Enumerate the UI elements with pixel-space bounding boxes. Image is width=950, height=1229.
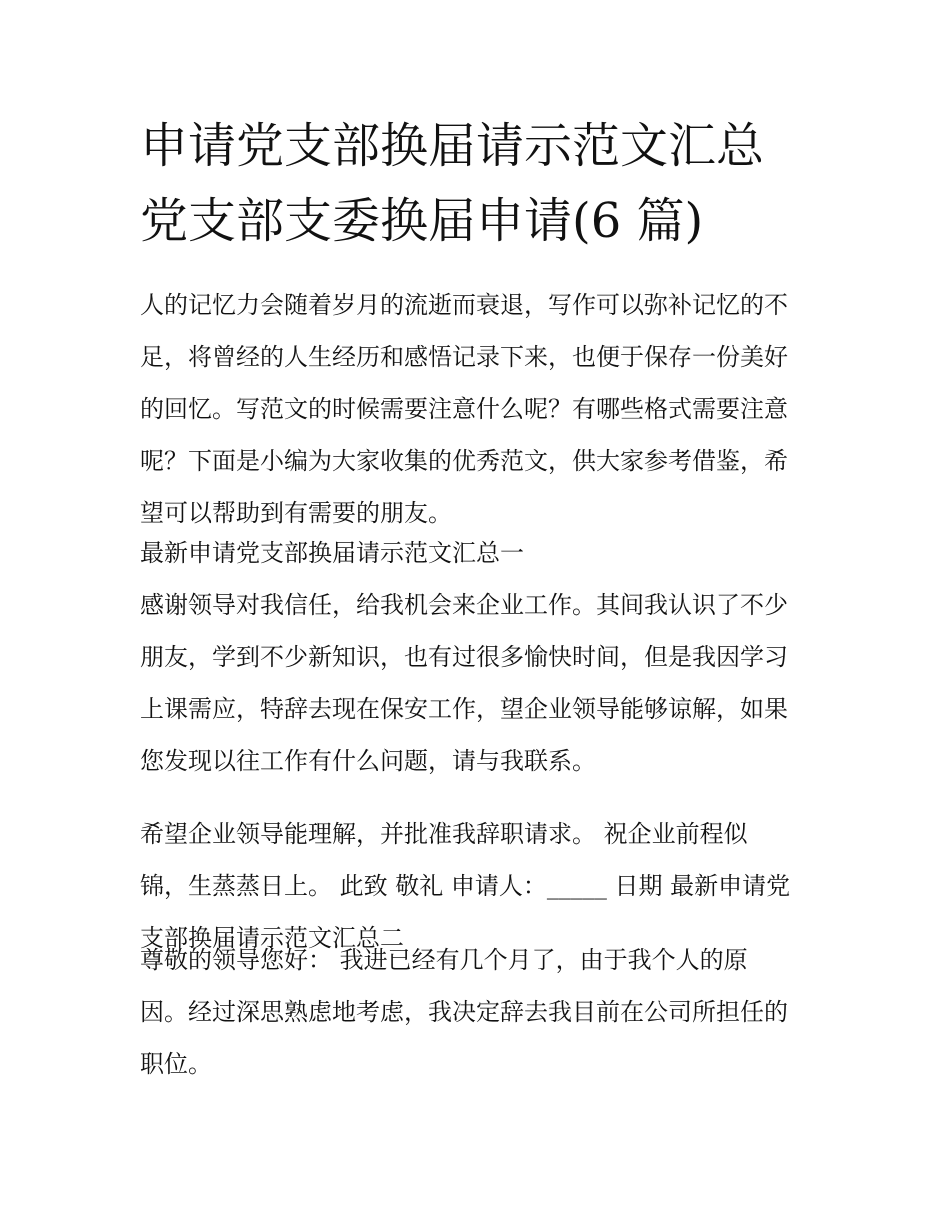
- intro-line: 的回忆。写范文的时候需要注意什么呢？有哪些格式需要注意: [140, 395, 788, 423]
- paragraph-line: 尊敬的领导您好： 我进已经有几个月了，由于我个人的原: [140, 946, 748, 974]
- paragraph-line: 因。经过深思熟虑地考虑，我决定辞去我目前在公司所担任的: [140, 998, 788, 1026]
- paragraph-line: 朋友，学到不少新知识，也有过很多愉快时间，但是我因学习: [140, 643, 788, 671]
- intro-line: 呢？下面是小编为大家收集的优秀范文，供大家参考借鉴，希: [140, 447, 788, 475]
- closing-line: 支部换届请示范文汇总二: [140, 924, 404, 952]
- paragraph-line: 感谢领导对我信任，给我机会来企业工作。其间我认识了不少: [140, 591, 788, 619]
- section-heading-text: 最新申请党支部换届请示范文汇总一: [140, 539, 524, 567]
- section-1-heading: [140, 527, 820, 579]
- paragraph-line: 职位。: [140, 1050, 212, 1078]
- intro-line: 足，将曾经的人生经历和感悟记录下来，也便于保存一份美好: [140, 343, 788, 371]
- intro-line: 望可以帮助到有需要的朋友。: [140, 499, 452, 527]
- section-2-paragraph: [140, 934, 820, 1090]
- intro-paragraph: [140, 279, 820, 539]
- closing-line: 希望企业领导能理解，并批准我辞职请求。 祝企业前程似: [140, 820, 748, 848]
- closing-line: 锦，生蒸蒸日上。 此致 敬礼 申请人：_____ 日期 最新申请党: [140, 872, 791, 900]
- document-title-line-2: 党支部支委换届申请(6 篇): [140, 193, 704, 249]
- intro-line: 人的记忆力会随着岁月的流逝而衰退，写作可以弥补记忆的不: [140, 291, 788, 319]
- paragraph-line: 上课需应，特辞去现在保安工作，望企业领导能够谅解，如果: [140, 695, 788, 723]
- document-title-line-1: 申请党支部换届请示范文汇总: [140, 118, 765, 174]
- paragraph-line: 您发现以往工作有什么问题，请与我联系。: [140, 747, 596, 775]
- section-1-paragraph: [140, 579, 820, 787]
